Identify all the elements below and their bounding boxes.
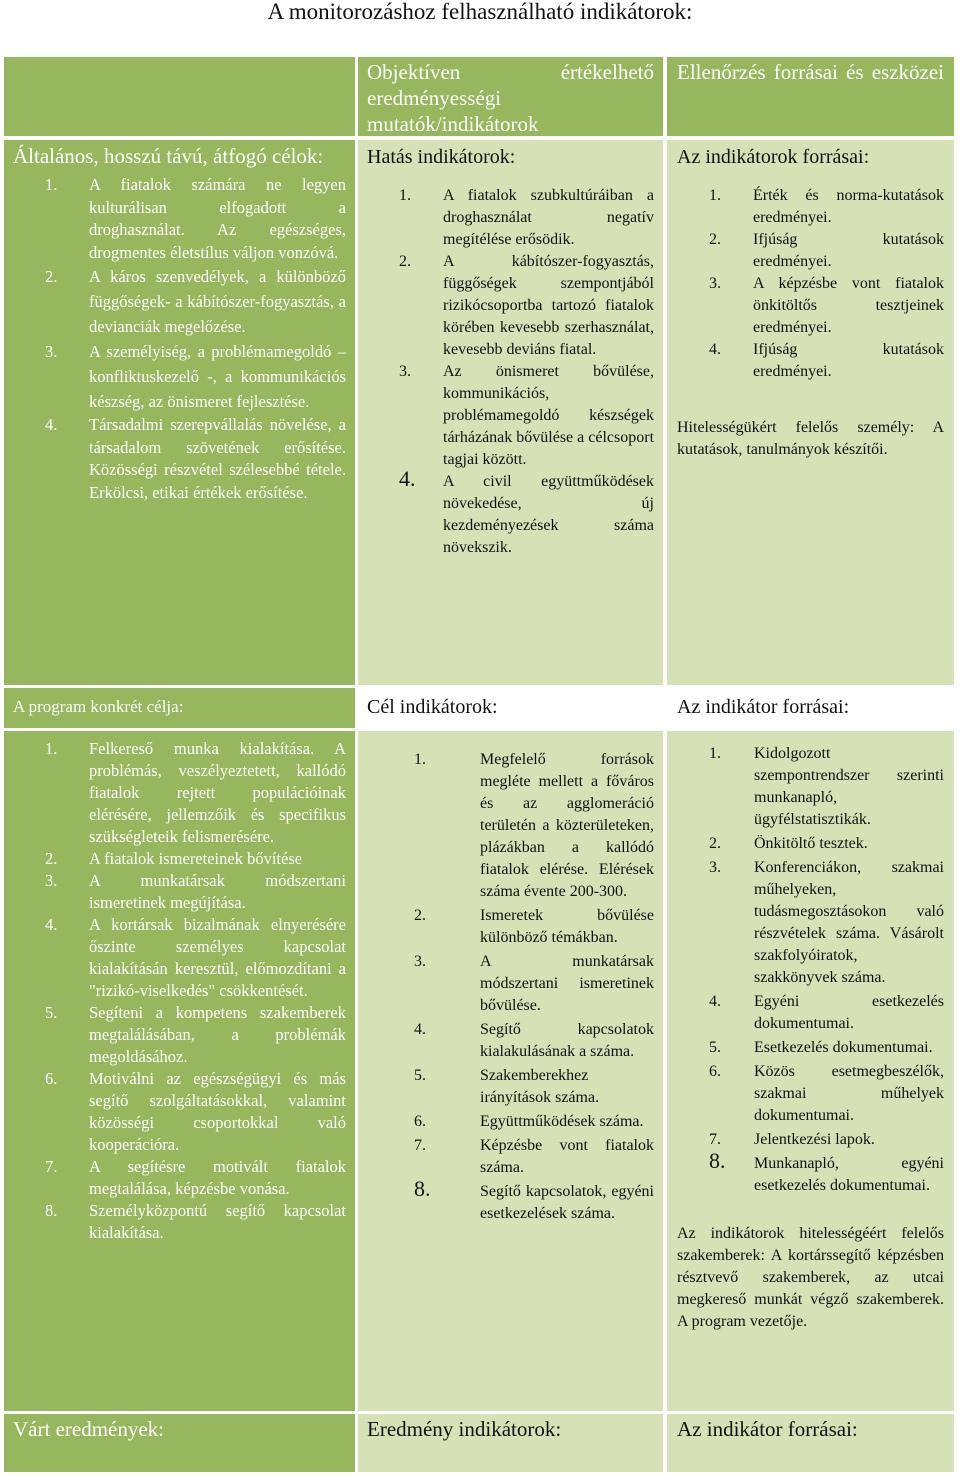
list-item <box>677 185 944 229</box>
list-item-text: A kortársak bizalmának elnyerésére őszinte személyes kapcsolat kialakításán keresztül, előmozdítani a "rizikó-viselkedés" csökkentését. <box>89 915 346 1000</box>
list-item-number: 1. <box>414 751 426 768</box>
list-item <box>367 749 654 903</box>
list-item-text: Társadalmi szerepvállalás növelése, a társadalom szövetének erősítése. Közösségi részvétel szélesebbé tétele. Erkölcsi, etikai értékek erősítése. <box>89 415 346 502</box>
list-item <box>367 251 654 361</box>
list-item-text: Ifjúság kutatások eredményei. <box>753 231 944 270</box>
list-item <box>13 264 346 339</box>
list-item-text: Önkitöltő tesztek. <box>754 835 868 852</box>
list-item <box>13 1068 346 1156</box>
goal-sources-heading-cell <box>667 688 954 728</box>
program-goals-cell <box>4 731 355 1411</box>
list-item-number: 1. <box>45 175 58 194</box>
list-item-number: 7. <box>45 1157 58 1176</box>
list-item <box>367 466 654 559</box>
list-item-number: 1. <box>709 187 721 204</box>
list-item-text: Együttműködések száma. <box>480 1113 644 1130</box>
list-item-number: 7. <box>414 1137 426 1154</box>
list-item-text: A munkatársak módszertani ismeretinek megújítása. <box>89 871 346 912</box>
list-item-number: 2. <box>45 849 58 868</box>
list-item-number: 3. <box>399 363 411 380</box>
list-item <box>677 273 944 339</box>
goal-sources-heading: Az indikátor forrásai: <box>677 696 850 718</box>
list-item-number: 8. <box>414 1176 431 1201</box>
list-item-number: 3. <box>45 871 58 890</box>
list-item-number: 3. <box>709 859 721 876</box>
header-sources-cell <box>667 57 954 136</box>
list-item <box>13 914 346 1002</box>
list-item-number: 5. <box>414 1067 426 1084</box>
list-item-number: 8. <box>709 1148 726 1173</box>
list-item <box>367 361 654 471</box>
list-item <box>13 870 346 914</box>
goal-indicators-heading-cell <box>358 688 663 728</box>
list-item-text: A személyiség, a problémamegoldó – konfliktuskezelő -, a kommunikációs készség, az önismeret fejlesztése. <box>89 342 346 411</box>
list-item <box>367 1135 654 1179</box>
program-goal-heading-cell <box>4 688 355 728</box>
header-empty-cell <box>4 57 355 136</box>
list-item <box>677 991 944 1035</box>
list-item-text: Segíteni a kompetens szakemberek megtalálásában, a problémák megoldásához. <box>89 1003 346 1066</box>
list-item <box>677 833 944 855</box>
list-item <box>677 1148 944 1197</box>
list-item-text: Ismeretek bővülése különböző témákban. <box>480 907 654 946</box>
program-goals-list <box>13 738 346 1244</box>
goal-indicators-heading: Cél indikátorok: <box>367 696 498 718</box>
list-item-number: 3. <box>45 342 58 361</box>
list-item <box>13 1002 346 1068</box>
result-sources-heading: Az indikátor forrásai: <box>677 1417 858 1441</box>
list-item <box>367 905 654 949</box>
result-indicators-heading: Eredmény indikátorok: <box>367 1417 562 1441</box>
list-item-number: 4. <box>709 993 721 1010</box>
list-item-number: 5. <box>45 1003 58 1022</box>
list-item <box>677 743 944 831</box>
list-item-number: 3. <box>709 275 721 292</box>
list-item-text: Közös esetmegbeszélők, szakmai műhelyek dokumentumai. <box>754 1063 944 1124</box>
result-sources-cell <box>667 1414 954 1472</box>
list-item <box>13 339 346 414</box>
list-item-text: Érték és norma-kutatások eredményei. <box>753 187 944 226</box>
list-item-number: 3. <box>414 953 426 970</box>
list-item-number: 4. <box>45 915 58 934</box>
list-item-number: 1. <box>709 745 721 762</box>
list-item-text: Ifjúság kutatások eredményei. <box>753 341 944 380</box>
list-item <box>677 857 944 989</box>
goal-sources-note: Az indikátorok hitelességéért felelős szakemberek: A kortárssegítő képzésben résztvevő szakemberek, az utcai megkereső munkát végző szakemberek. A program vezetője. <box>677 1225 944 1330</box>
expected-results-cell <box>4 1414 355 1472</box>
list-item <box>367 951 654 1017</box>
list-item-number: 4. <box>399 466 416 491</box>
list-item-number: 4. <box>414 1021 426 1038</box>
list-item-number: 1. <box>45 739 58 758</box>
list-item-number: 4. <box>709 341 721 358</box>
list-item-text: Szakemberekhez irányítások száma. <box>480 1067 600 1106</box>
list-item <box>13 738 346 848</box>
goal-indicators-list <box>367 749 654 1225</box>
list-item-text: Motiválni az egészségügyi és más segítő szolgáltatásokkal, valamint közösségi csoportokkal való kooperációra. <box>89 1069 346 1154</box>
list-item-text: A kábítószer-fogyasztás, függőségek szempontjából rizikócsoportba tartozó fiatalok körében kevesebb szerhasználat, kevesebb deviáns fiatal. <box>443 253 654 358</box>
list-item <box>13 1156 346 1200</box>
list-item-text: A képzésbe vont fiatalok önkitöltős tesztjeinek eredményei. <box>753 275 944 336</box>
impact-sources-list <box>677 185 944 383</box>
list-item-number: 2. <box>414 907 426 924</box>
list-item-text: A fiatalok szubkultúráiban a droghasználat negatív megítélése erősödik. <box>443 187 654 248</box>
list-item-number: 7. <box>709 1131 721 1148</box>
header-indicators-cell <box>358 57 663 136</box>
list-item <box>367 185 654 251</box>
list-item <box>367 1065 654 1109</box>
list-item-text: A munkatársak módszertani ismeretinek bővülése. <box>480 953 654 1014</box>
list-item <box>367 1111 654 1133</box>
list-item <box>677 339 944 383</box>
list-item <box>13 848 346 870</box>
list-item-text: A káros szenvedélyek, a különböző függőségek- a kábítószer-fogyasztás, a devianciák megelőzése. <box>89 267 346 336</box>
list-item-text: Egyéni esetkezelés dokumentumai. <box>754 993 944 1032</box>
general-goals-cell <box>4 140 355 685</box>
list-item <box>367 1019 654 1063</box>
impact-sources-cell <box>667 140 954 685</box>
list-item-text: Felkereső munka kialakítása. A problémás, veszélyeztetett, kallódó fiatalok rejtett populációinak elérésére, jellemzőik és specifikus szükségleteik felismerésére. <box>89 739 346 846</box>
list-item-number: 6. <box>709 1063 721 1080</box>
general-goals-list <box>13 174 346 504</box>
impact-sources-heading: Az indikátorok forrásai: <box>677 146 870 168</box>
list-item-text: Munkanapló, egyéni esetkezelés dokumentumai. <box>754 1155 944 1194</box>
list-item-text: Személyközpontú segítő kapcsolat kialakítása. <box>89 1201 346 1242</box>
header-sources-label: Ellenőrzés forrásai és eszközei <box>677 60 944 84</box>
list-item-text: Képzésbe vont fiatalok száma. <box>480 1137 654 1176</box>
list-item-text: Megfelelő források megléte mellett a főváros és az agglomeráció területén a közterületeken, plázákban a kallódó fiatalok elérése. Elérések száma évente 200-300. <box>480 751 654 900</box>
impact-indicators-heading: Hatás indikátorok: <box>367 146 516 168</box>
list-item <box>677 229 944 273</box>
page-title: A monitorozáshoz felhasználható indikátorok: <box>267 0 693 24</box>
list-item-number: 1. <box>399 187 411 204</box>
result-indicators-cell <box>358 1414 663 1472</box>
list-item-text: Esetkezelés dokumentumai. <box>754 1039 933 1056</box>
list-item-number: 2. <box>709 231 721 248</box>
list-item <box>367 1176 654 1225</box>
program-goal-heading: A program konkrét célja: <box>13 697 184 716</box>
list-item <box>13 174 346 264</box>
goal-sources-cell <box>667 731 954 1411</box>
list-item-number: 4. <box>45 415 58 434</box>
list-item-number: 6. <box>414 1113 426 1130</box>
list-item-number: 8. <box>45 1201 58 1220</box>
list-item-text: Segítő kapcsolatok, egyéni esetkezelések száma. <box>480 1183 654 1222</box>
impact-sources-note: Hitelességükért felelős személy: A kutatások, tanulmányok készítői. <box>677 419 944 458</box>
list-item <box>677 1061 944 1127</box>
goal-sources-list <box>677 743 944 1197</box>
list-item-text: Jelentkezési lapok. <box>754 1131 875 1148</box>
list-item-text: A fiatalok számára ne legyen kulturálisan elfogadott a droghasználat. Az egészséges, drogmentes életstílus váljon vonzóvá. <box>89 175 346 262</box>
list-item-number: 2. <box>399 253 411 270</box>
list-item-text: Kidolgozott szempontrendszer szerinti munkanapló, ügyfélstatisztikák. <box>754 745 944 828</box>
list-item <box>13 414 346 504</box>
goal-indicators-cell <box>358 731 663 1411</box>
impact-indicators-list <box>367 185 654 559</box>
general-goals-heading: Általános, hosszú távú, átfogó célok: <box>13 144 324 168</box>
list-item-number: 2. <box>45 267 58 286</box>
expected-results-heading: Várt eredmények: <box>13 1417 165 1441</box>
list-item-text: A segítésre motivált fiatalok megtalálása, képzésbe vonása. <box>89 1157 346 1198</box>
header-indicators-label: Objektíven értékelhető eredményességi mutatók/indikátorok <box>367 60 654 136</box>
list-item-number: 5. <box>709 1039 721 1056</box>
list-item-text: A fiatalok ismereteinek bővítése <box>89 849 303 868</box>
list-item-text: Konferenciákon, szakmai műhelyeken, tudásmegosztásokon való részvételek száma. Vásárolt szakfolyóiratok, szakkönyvek száma. <box>754 859 944 986</box>
list-item <box>677 1037 944 1059</box>
list-item <box>13 1200 346 1244</box>
list-item-number: 2. <box>709 835 721 852</box>
list-item-text: A civil együttműködések növekedése, új kezdeményezések száma növekszik. <box>443 473 654 556</box>
list-item-number: 6. <box>45 1069 58 1088</box>
list-item-text: Az önismeret bővülése, kommunikációs, problémamegoldó készségek tárházának bővülése a célcsoport tagjai között. <box>443 363 655 468</box>
list-item-text: Segítő kapcsolatok kialakulásának a száma. <box>480 1021 654 1060</box>
impact-indicators-cell <box>358 140 663 685</box>
